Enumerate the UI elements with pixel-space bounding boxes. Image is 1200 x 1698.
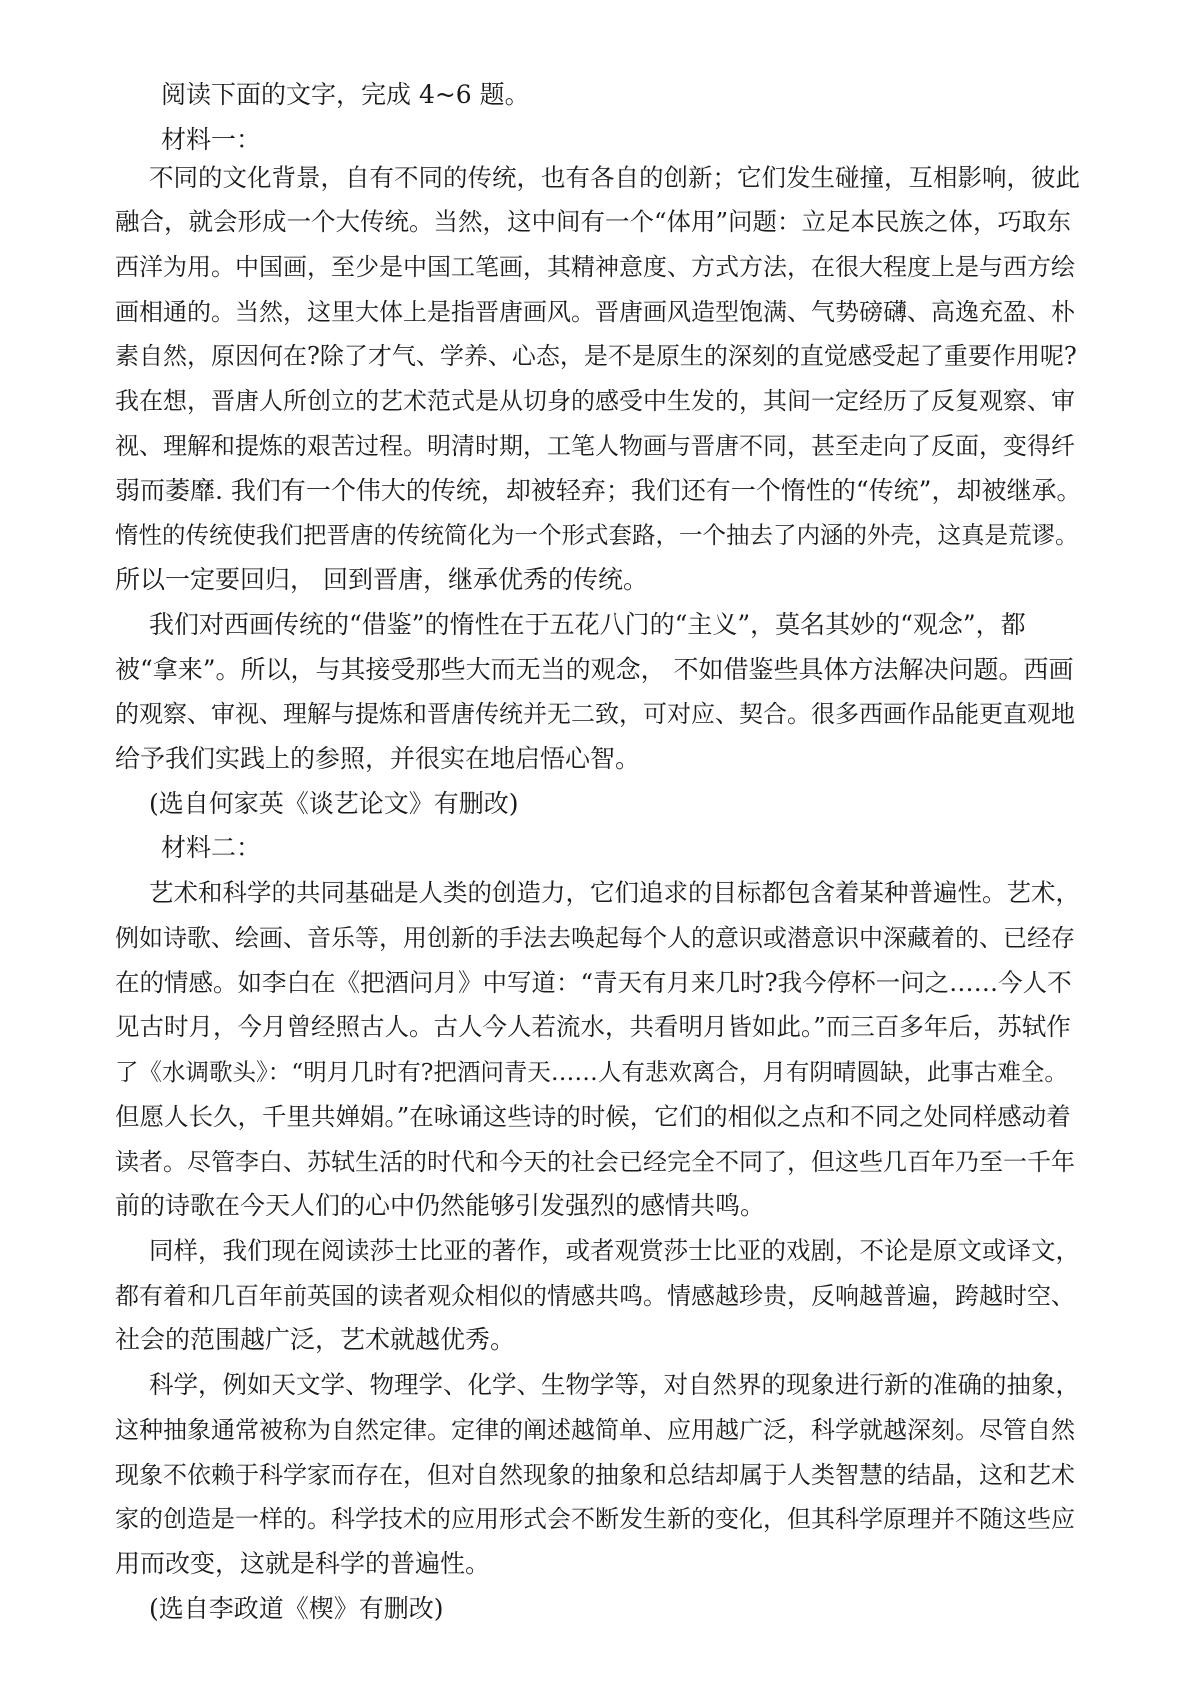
text-line: 现象不依赖于科学家而存在，但对自然现象的抽象和总结却属于人类智慧的结晶，这和艺术 (115, 1461, 1075, 1489)
text-line: 视、理解和提炼的艰苦过程。明清时期，工笔人物画与晋唐不同，甚至走向了反面，变得纤 (115, 432, 1075, 460)
material-two-source: (选自李政道《楔》有删改) (149, 1594, 444, 1623)
text-line: 我们对西画传统的“借鉴”的惰性在于五花八门的“主义”，莫名其妙的“观念”，都 (149, 610, 1026, 639)
text-line: 同样，我们现在阅读莎士比亚的著作，或者观赏莎士比亚的戏剧，不论是原文或译文， (149, 1236, 1080, 1265)
text-line: 都有着和几百年前英国的读者观众相似的情感共鸣。情感越珍贵，反响越普遍，跨越时空、 (115, 1282, 1075, 1310)
text-line: 艺术和科学的共同基础是人类的创造力，它们追求的目标都包含着某种普遍性。艺术， (149, 878, 1080, 907)
text-line: 惰性的传统使我们把晋唐的传统简化为一个形式套路，一个抽去了内涵的外壳，这真是荒谬。 (115, 521, 1079, 549)
intro-line: 阅读下面的文字，完成 4~6 题。 (161, 80, 530, 109)
text-line: 在的情感。如李白在《把酒问月》中写道：“青天有月来几时?我今停杯一问之……今人不 (115, 968, 1072, 997)
material-one-source: (选自何家英《谈艺论文》有删改) (149, 789, 519, 818)
text-line: 的观察、审视、理解与提炼和晋唐传统并无二致，可对应、契合。很多西画作品能更直观地 (115, 700, 1075, 728)
text-line: 所以一定要回归， 回到晋唐，继承优秀的传统。 (115, 565, 648, 594)
text-line: 被“拿来”。所以，与其接受那些大而无当的观念， 不如借鉴些具体方法解决问题。西画 (115, 655, 1074, 684)
text-line: 素自然，原因何在?除了才气、学养、心态，是不是原生的深刻的直觉感受起了重要作用呢? (115, 342, 1077, 370)
material-two-title: 材料二： (161, 833, 262, 862)
text-line: 家的创造是一样的。科学技术的应用形式会不断发生新的变化，但其科学原理并不随这些应 (115, 1505, 1075, 1533)
text-line: 西洋为用。中国画，至少是中国工笔画，其精神意度、方式方法，在很大程度上是与西方绘 (115, 253, 1075, 281)
text-line: 读者。尽管李白、苏轼生活的时代和今天的社会已经完全不同了，但这些几百年乃至一千年 (115, 1148, 1075, 1176)
text-line: 社会的范围越广泛，艺术就越优秀。 (115, 1325, 516, 1354)
text-line: 见古时月，今月曾经照古人。古人今人若流水，共看明月皆如此。”而三百多年后，苏轼作 (115, 1012, 1071, 1041)
text-line: 用而改变，这就是科学的普遍性。 (115, 1549, 491, 1578)
text-line: 不同的文化背景，自有不同的传统，也有各自的创新；它们发生碰撞，互相影响，彼此 (149, 163, 1080, 192)
text-line: 了《水调歌头》：“明月几时有?把酒问青天……人有悲欢离合，月有阴晴圆缺，此事古难全。 (115, 1058, 1068, 1086)
text-line: 弱而萎靡. 我们有一个伟大的传统，却被轻弃；我们还有一个惰性的“传统”，却被继承。 (115, 476, 1082, 505)
text-line: 画相通的。当然，这里大体上是指晋唐画风。晋唐画风造型饱满、气势磅礴、高逸充盈、朴 (115, 298, 1075, 326)
material-one-title: 材料一： (161, 125, 262, 154)
text-line: 融合，就会形成一个大传统。当然，这中间有一个“体用”问题：立足本民族之体，巧取东 (115, 207, 1072, 236)
text-line: 给予我们实践上的参照，并很实在地启悟心智。 (115, 744, 641, 773)
text-line: 这种抽象通常被称为自然定律。定律的阐述越简单、应用越广泛，科学就越深刻。尽管自然 (115, 1416, 1075, 1444)
text-line: 但愿人长久，千里共婵娟。”在咏诵这些诗的时候，它们的相似之点和不同之处同样感动着 (115, 1102, 1071, 1131)
text-line: 例如诗歌、绘画、音乐等，用创新的手法去唤起每个人的意识或潜意识中深藏着的、已经存 (115, 924, 1075, 952)
text-line: 前的诗歌在今天人们的心中仍然能够引发强烈的感情共鸣。 (115, 1191, 766, 1220)
text-line: 我在想，晋唐人所创立的艺术范式是从切身的感受中生发的，其间一定经历了反复观察、审 (115, 387, 1075, 415)
text-line: 科学，例如天文学、物理学、化学、生物学等，对自然界的现象进行新的准确的抽象， (149, 1370, 1080, 1399)
